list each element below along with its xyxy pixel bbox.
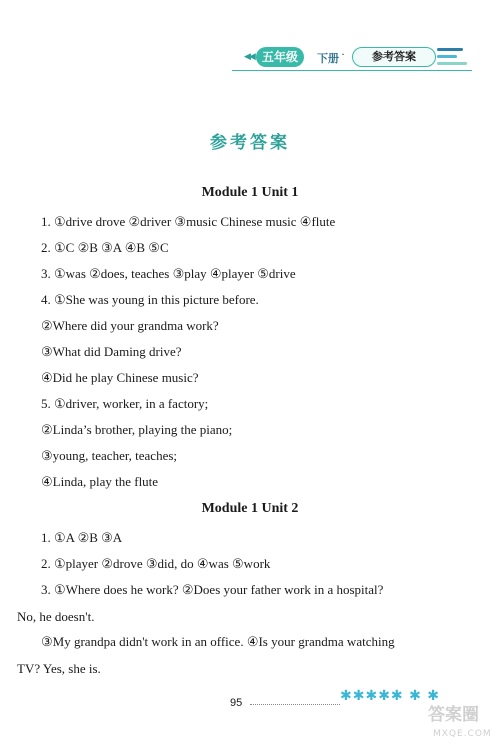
page-title: 参考答案 bbox=[210, 133, 290, 153]
answer-line: ②Linda’s brother, playing the piano; bbox=[41, 422, 233, 437]
answer-line: ④Did he play Chinese music? bbox=[41, 370, 199, 385]
unit1-heading: Module 1 Unit 1 bbox=[201, 185, 299, 200]
footer-dotted-rule bbox=[250, 704, 340, 705]
answer-line-continued: TV? Yes, she is. bbox=[17, 661, 101, 676]
page-number: 95 bbox=[230, 697, 243, 709]
answer-line: 2. ①C ②B ③A ④B ⑤C bbox=[41, 240, 169, 255]
answer-line: ④Linda, play the flute bbox=[41, 474, 159, 489]
decorative-stars-icon: ✱✱✱✱✱ ✱ ✱ bbox=[340, 688, 441, 704]
answer-key-label: 参考答案 bbox=[352, 47, 436, 67]
watermark-logo: 答案圈 bbox=[428, 705, 479, 725]
term-label: 下册 bbox=[317, 52, 339, 65]
answer-line: ③My grandpa didn't work in an office. ④Is your grandma watching bbox=[41, 634, 395, 649]
answer-line: 5. ①driver, worker, in a factory; bbox=[41, 396, 209, 411]
answer-line: ③What did Daming drive? bbox=[41, 344, 182, 359]
answer-line: 2. ①player ②drove ③did, do ④was ⑤work bbox=[41, 556, 271, 571]
header-rule bbox=[232, 70, 472, 71]
answer-line-continued: No, he doesn't. bbox=[17, 609, 95, 624]
answer-line: ③young, teacher, teaches; bbox=[41, 448, 178, 463]
answer-line: 1. ①A ②B ③A bbox=[41, 530, 123, 545]
answer-line: ②Where did your grandma work? bbox=[41, 318, 219, 333]
answer-line: 1. ①drive drove ②driver ③music Chinese music ④flute bbox=[41, 214, 336, 229]
unit2-heading: Module 1 Unit 2 bbox=[201, 501, 299, 516]
watermark-url: MXQE.COM bbox=[433, 729, 492, 739]
answer-line: 3. ①Where does he work? ②Does your father work in a hospital? bbox=[41, 582, 384, 597]
grade-label: 五年级 bbox=[256, 47, 304, 67]
separator-dot: · bbox=[341, 47, 345, 61]
double-arrow-icon: ◀◀ bbox=[244, 52, 254, 62]
answer-line: 4. ①She was young in this picture before. bbox=[41, 292, 259, 307]
answer-line: 3. ①was ②does, teaches ③play ④player ⑤drive bbox=[41, 266, 296, 281]
decorative-lines-icon bbox=[437, 48, 467, 66]
